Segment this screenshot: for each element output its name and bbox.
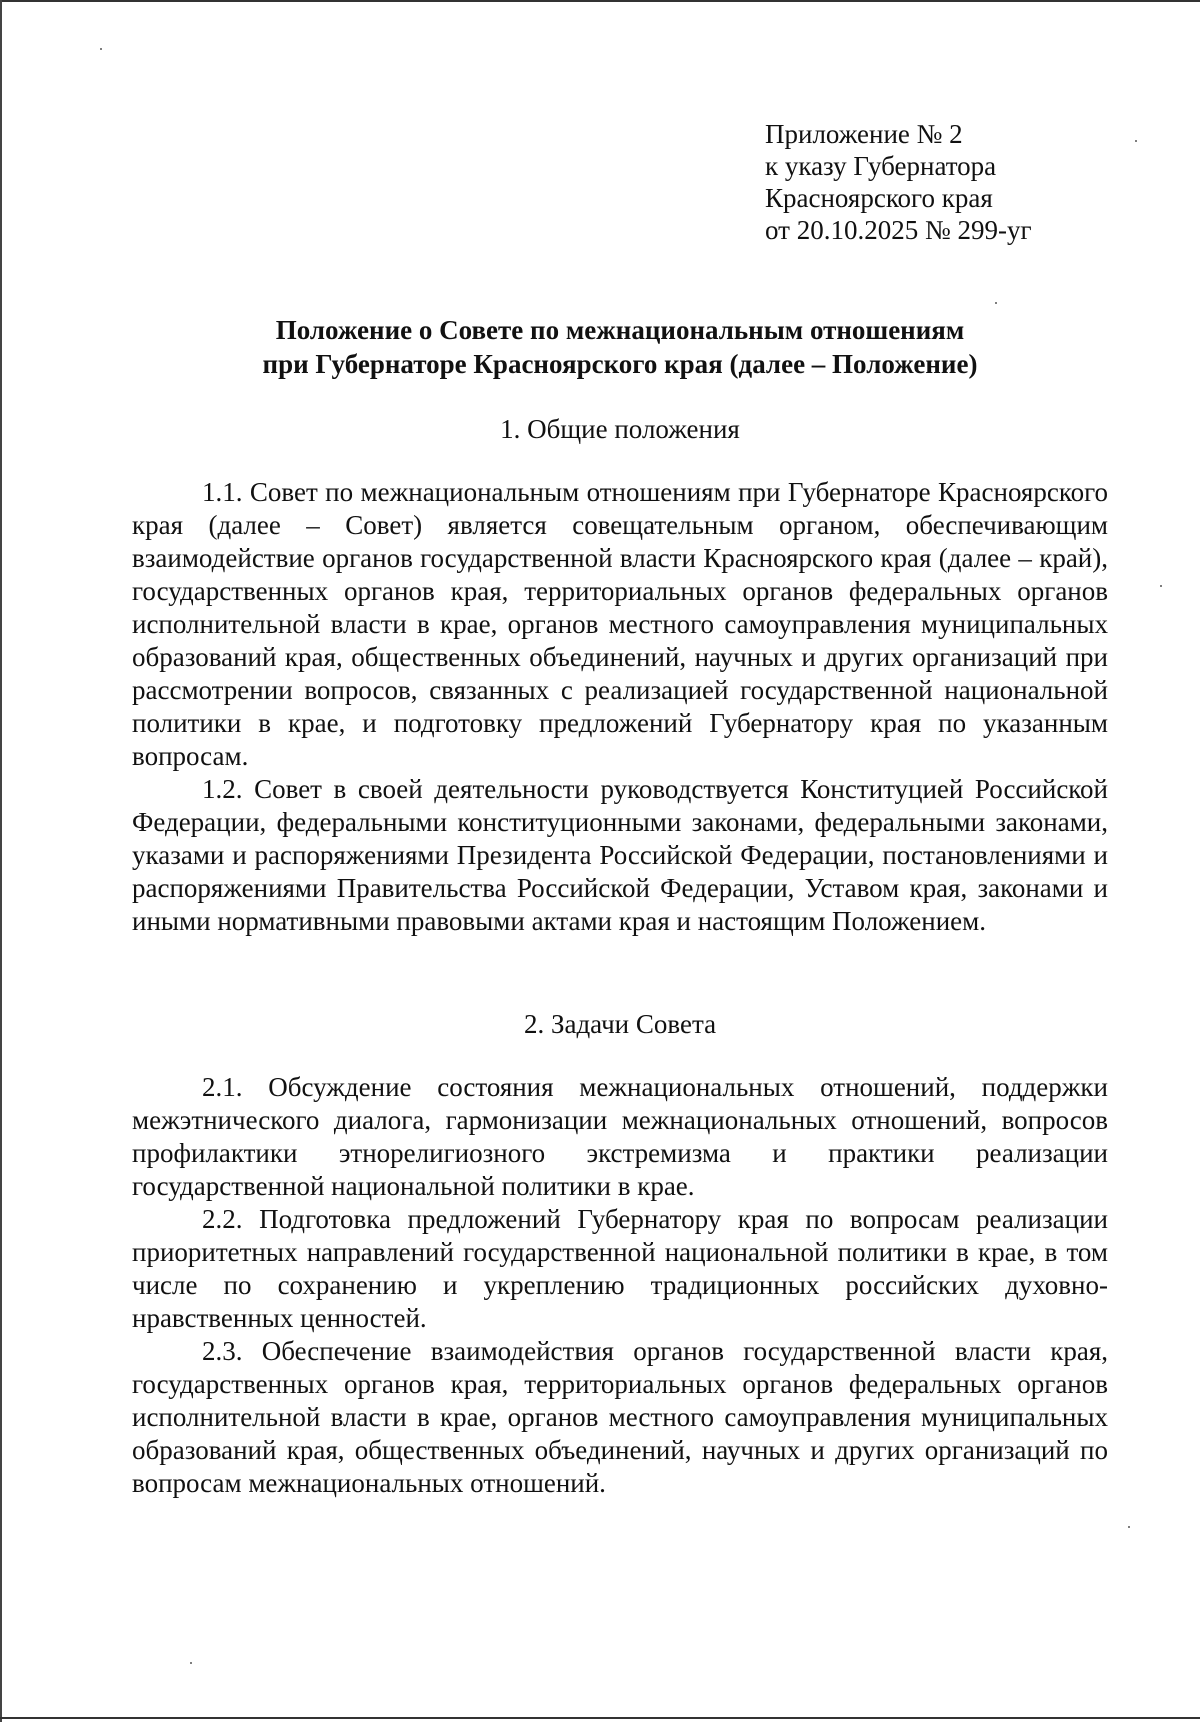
appendix-line: к указу Губернатора — [765, 151, 997, 181]
section-body — [132, 1071, 1108, 1500]
appendix-line: Приложение № 2 — [765, 119, 963, 149]
title-line: Положение о Совете по межнациональным отношениям — [275, 315, 965, 345]
section-heading: 1. Общие положения — [500, 414, 740, 444]
appendix-stamp — [765, 118, 1032, 246]
scan-speck — [1135, 140, 1137, 142]
document-title — [0, 313, 1200, 381]
scan-edge-left — [0, 0, 2, 1722]
paragraph: 1.2. Совет в своей деятельности руководствуется Конституцией Российской Федерации, федеральными конституционными законами, федеральными законами, указами и распоряжениями Президента Российской Федерации, постановлениями и распоряжениями Правительства Российской Федерации, Уставом края, законами и иными нормативными правовыми актами края и настоящим Положением. — [132, 774, 1108, 936]
paragraph: 2.3. Обеспечение взаимодействия органов государственной власти края, государственных органов края, территориальных органов федеральных органов исполнительной власти в крае, органов местного самоуправления муниципальных образований края, общественных объединений, научных и других организаций по вопросам межнациональных отношений. — [132, 1336, 1108, 1498]
title-line: при Губернаторе Красноярского края (далее – Положение) — [262, 349, 978, 379]
paragraph: 1.1. Совет по межнациональным отношениям при Губернаторе Красноярского края (далее – Совет) является совещательным органом, обеспечивающим взаимодействие органов государственной власти Красноярского края (далее – край), государственных органов края, территориальных органов федеральных органов исполнительной власти в крае, органов местного самоуправления муниципальных образований края, общественных объединений, научных и других организаций при рассмотрении вопросов, связанных с реализацией государственной национальной политики в крае, и подготовку предложений Губернатору края по указанным вопросам. — [132, 477, 1108, 771]
scan-speck — [1160, 585, 1162, 587]
appendix-date-line: от 20.10.2025 № 299-уг — [765, 215, 1032, 245]
section-body — [132, 476, 1108, 938]
scan-speck — [100, 48, 102, 50]
scan-speck — [190, 1662, 192, 1664]
appendix-line: Красноярского края — [765, 183, 993, 213]
section-heading: 2. Задачи Совета — [523, 1009, 717, 1039]
scan-speck — [1128, 1526, 1130, 1528]
paragraph: 2.2. Подготовка предложений Губернатору края по вопросам реализации приоритетных направлений государственной национальной политики в крае, в том числе по сохранению и укреплению традиционных российских духовно-нравственных ценностей. — [132, 1204, 1108, 1333]
paragraph: 2.1. Обсуждение состояния межнациональных отношений, поддержки межэтнического диалога, гармонизации межнациональных отношений, вопросов профилактики этнорелигиозного экстремизма и практики реализации государственной национальной политики в крае. — [132, 1072, 1108, 1201]
scan-edge-top — [0, 0, 1200, 2]
scan-speck — [995, 302, 997, 304]
scan-edge-bottom — [0, 1717, 1200, 1719]
